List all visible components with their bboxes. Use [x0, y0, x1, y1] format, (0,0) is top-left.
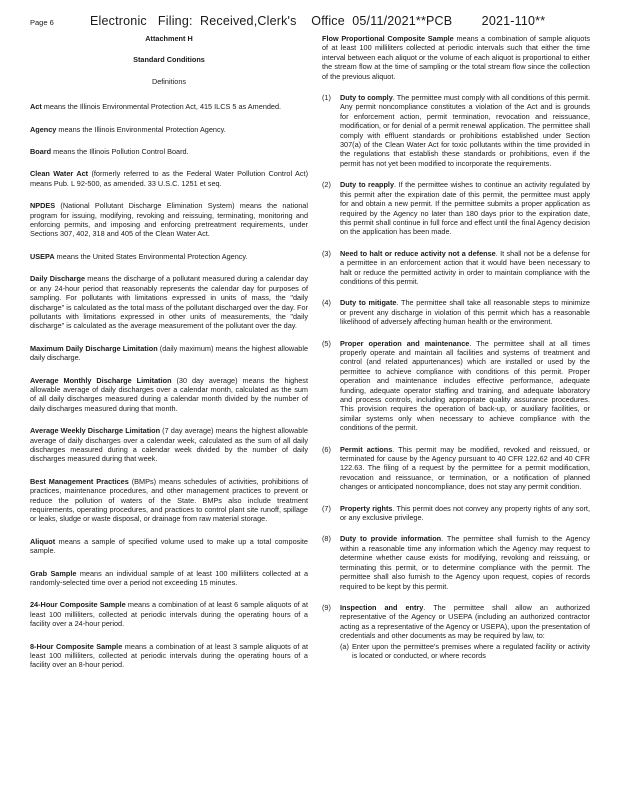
definition-term: NPDES: [30, 201, 56, 211]
condition-text: [340, 445, 590, 492]
condition-item: [322, 298, 590, 326]
definition-term: Average Weekly Discharge Limitation: [30, 426, 161, 436]
definition-text: (30 day average) means the highest allowable average of daily discharges over a calendar month, calculated as the sum of all daily discharges measured during a calendar month divided by the number of daily discharges measured during that month.: [30, 375, 308, 413]
definition-text: means the Illinois Pollution Control Board.: [51, 147, 189, 157]
definition-paragraph: [30, 125, 308, 134]
condition-number: (3): [322, 248, 331, 258]
condition-title: Need to halt or reduce activity not a defense: [340, 248, 496, 258]
condition-body: . This permit does not convey any property rights of any sort, or any exclusive privilege.: [340, 503, 590, 523]
right-column: [322, 34, 590, 672]
definition-term: Agency: [30, 124, 57, 134]
sub-item-a: [340, 642, 590, 661]
sub-item-label: (a): [340, 641, 349, 651]
definition-term: Board: [30, 147, 52, 157]
condition-title: Property rights: [340, 503, 393, 513]
condition-title: Duty to mitigate: [340, 298, 397, 308]
definition-term: Daily Discharge: [30, 274, 85, 284]
attachment-title: Attachment H: [145, 34, 193, 43]
condition-title: Duty to comply: [340, 93, 393, 103]
condition-title: Inspection and entry: [340, 602, 424, 612]
definition-term: Aliquot: [30, 536, 56, 546]
condition-text: [340, 339, 590, 433]
sub-item-text: Enter upon the permittee's premises where a regulated facility or activity is located or conducted, or where records: [352, 641, 590, 660]
flow-proportional-definition: [322, 34, 590, 81]
definition-term: Average Monthly Discharge Limitation: [30, 375, 172, 385]
condition-item: [322, 180, 590, 236]
condition-item: [322, 534, 590, 590]
condition-number: (6): [322, 444, 331, 454]
standard-conditions-heading: Standard Conditions: [133, 55, 205, 65]
condition-text: [340, 504, 590, 523]
definition-paragraph: [30, 147, 308, 156]
condition-text: [340, 180, 590, 236]
definition-term: USEPA: [30, 251, 55, 261]
condition-number: (8): [322, 534, 331, 544]
definition-term: Best Management Practices: [30, 476, 129, 486]
left-column: [30, 34, 308, 683]
definition-term: Clean Water Act: [30, 169, 89, 179]
condition-body: . This permit may be modified, revoked and reissued, or terminated for cause by the Agency pursuant to 40 CFR 122.62 and 40 CFR 122.63. The filing of a request by the permittee for a permit modification, revocation and reissuance, or termination, or a notification of planned changes or anticipated noncompliance, does not stay any permit condition.: [340, 444, 590, 492]
condition-body: . If the permittee wishes to continue an activity regulated by this permit after the expiration date of this permit, the permittee must apply for and obtain a new permit. If the permittee submits a proper application as required by the Agency no later than 180 days prior to the expiration date, this permit shall continue in full force and effect until the final Agency decision on the application has been made.: [340, 180, 590, 237]
definition-text: (daily maximum) means the highest allowable daily discharge.: [30, 343, 308, 363]
definition-term: Maximum Daily Discharge Limitation: [30, 343, 158, 353]
page-number: Page 6: [30, 18, 54, 27]
condition-item: [322, 445, 590, 492]
definition-paragraph: [30, 477, 308, 524]
condition-item: [322, 603, 590, 660]
condition-title: Duty to reapply: [340, 180, 395, 190]
definition-paragraph: [30, 642, 308, 670]
condition-item: [322, 504, 590, 523]
definition-paragraph: [30, 537, 308, 556]
condition-item: [322, 339, 590, 433]
condition-number: (5): [322, 338, 331, 348]
definition-term: Act: [30, 102, 42, 112]
definition-paragraph: [30, 376, 308, 414]
definition-term: 8-Hour Composite Sample: [30, 641, 123, 651]
definition-paragraph: [30, 201, 308, 239]
definition-text: means an individual sample of at least 100 milliliters collected at a randomly-selected time over a period not exceeding 15 minutes.: [30, 568, 308, 588]
definition-text: means the Illinois Environmental Protection Agency.: [56, 124, 226, 134]
definition-text: means a combination of at least 6 sample aliquots of at least 100 milliliters, collected at periodic intervals during the operating hours of a facility over a 24-hour period.: [30, 600, 308, 629]
condition-title: Duty to provide information: [340, 534, 442, 544]
definition-paragraph: [30, 252, 308, 261]
condition-text: [340, 534, 590, 590]
definition-term: Grab Sample: [30, 568, 77, 578]
condition-item: [322, 93, 590, 168]
filing-stamp: Electronic Filing: Received,Clerk's Office 05/11/2021**PCB 2021-110**: [90, 14, 546, 28]
definition-text: (National Pollutant Discharge Elimination System) means the national program for issuing, modifying, revoking and reissuing, terminating, monitoring and enforcing permits, and imposing and enforcing pretreatment requirements, under Sections 307, 402, 318 and 405 of the Clean Water Act.: [30, 201, 308, 239]
condition-text: [340, 298, 590, 326]
definition-text: means the discharge of a pollutant measured during a calendar day or any 24-hour period that reasonably represents the calendar day for purposes of sampling. For pollutants with limitations expressed in units of mass, the "daily discharge" is calculated as the total mass of the pollutant discharged over the day. For pollutants with limitations expressed in other units of measurements, the "daily discharge" is calculated as the average measurement of the pollutant over the day.: [30, 274, 308, 331]
definition-text: (formerly referred to as the Federal Water Pollution Control Act) means Pub. L 92-500, as amended. 33 U.S.C. 1251 et seq.: [30, 169, 308, 188]
condition-body: . The permittee shall furnish to the Agency within a reasonable time any information which the Agency may request to determine whether cause exists for modifying, revoking and reissuing, or terminating this permit, or to determine compliance with the permit. The permittee shall also furnish to the Agency upon request, copies of records required to be kept by this permit.: [340, 534, 590, 591]
condition-number: (2): [322, 180, 331, 190]
condition-number: (9): [322, 602, 331, 612]
definition-text: (7 day average) means the highest allowable average of daily discharges over a calendar week, calculated as the sum of all daily discharges measured during a calendar week divided by the number of daily discharges measured during that week.: [30, 426, 308, 464]
definitions-list: [30, 102, 308, 670]
condition-title: Proper operation and maintenance: [340, 338, 470, 348]
definition-paragraph: [30, 344, 308, 363]
definitions-heading: Definitions: [151, 76, 187, 86]
condition-number: (7): [322, 503, 331, 513]
definition-text: means the United States Environmental Protection Agency.: [54, 251, 248, 261]
definition-paragraph: [30, 274, 308, 330]
condition-text: [340, 249, 590, 287]
definition-paragraph: [30, 426, 308, 464]
definition-paragraph: [30, 569, 308, 588]
definition-text: means the Illinois Environmental Protection Act, 415 ILCS 5 as Amended.: [41, 102, 282, 112]
condition-text: [340, 603, 590, 660]
definition-paragraph: [30, 102, 308, 111]
definition-paragraph: [30, 600, 308, 628]
condition-text: [340, 93, 590, 168]
definition-text: means a combination of sample aliquots of at least 100 milliliters collected at periodic intervals such that either the time interval between each aliquot or the volume of each aliquot is proportional to either the stream flow at the time of sampling or the total stream flow since the collection of the previous aliquot.: [322, 34, 590, 81]
standard-conditions-list: [322, 93, 590, 660]
condition-body: . The permittee shall take all reasonable steps to minimize or prevent any discharge in violation of this permit which has a reasonable likelihood of adversely affecting human health or the environment.: [340, 298, 590, 327]
condition-body: . The permittee must comply with all conditions of this permit. Any permit noncompliance constitutes a violation of the Act and is grounds for enforcement action, permit termination, revocation and reissuance, modification, or for denial of a permit renewal application. The permittee shall comply with effluent standards or prohibitions established under Section 307(a) of the Clean Water Act for toxic pollutants within the time provided in the regulations that establish these standards or prohibitions, even if the permit has not yet been modified to incorporate the requirements.: [340, 93, 590, 168]
definition-text: means a combination of at least 3 sample aliquots of at least 100 milliliters, collected at periodic intervals during the operating hours of a facility over an 8-hour period.: [30, 641, 309, 670]
definition-text: means a sample of specified volume used to make up a total composite sample.: [30, 536, 308, 556]
definition-paragraph: [30, 169, 308, 188]
definition-term: Flow Proportional Composite Sample: [322, 34, 454, 43]
condition-body: . The permittee shall at all times properly operate and maintain all facilities and systems of treatment and control (and related appurtenances) which are installed or used by the permittee to achieve compliance with conditions of this permit. Proper operation and maintenance includes effective performance, adequate funding, adequate operator staffing and training, and adequate laboratory and process controls, including appropriate quality assurance procedures. This provision requires the operation of back-up, or auxiliary facilities, or similar systems only when necessary to achieve compliance with the conditions of the permit.: [340, 338, 590, 433]
condition-item: [322, 249, 590, 287]
condition-number: (1): [322, 93, 331, 103]
condition-body: . The permittee shall allow an authorized representative of the Agency or USEPA (including an authorized contractor acting as a representative of the Agency or USEPA), upon the presentation of credentials and other documents as may be required by law, to:: [340, 602, 590, 641]
condition-number: (4): [322, 298, 331, 308]
condition-title: Permit actions: [340, 444, 393, 454]
condition-body: . It shall not be a defense for a permittee in an enforcement action that it would have been necessary to halt or reduce the permitted activity in order to maintain compliance with the conditions of this permit.: [340, 248, 590, 286]
definition-term: 24-Hour Composite Sample: [30, 600, 126, 610]
definition-text: (BMPs) means schedules of activities, prohibitions of practices, maintenance procedures, and other management practices to prevent or reduce the pollution of waters of the State. BMPs also include treatment requirements, operating procedures, and practices to control plant site runoff, spillage or leaks, sludge or waste disposal, or drainage from raw material storage.: [30, 476, 308, 524]
